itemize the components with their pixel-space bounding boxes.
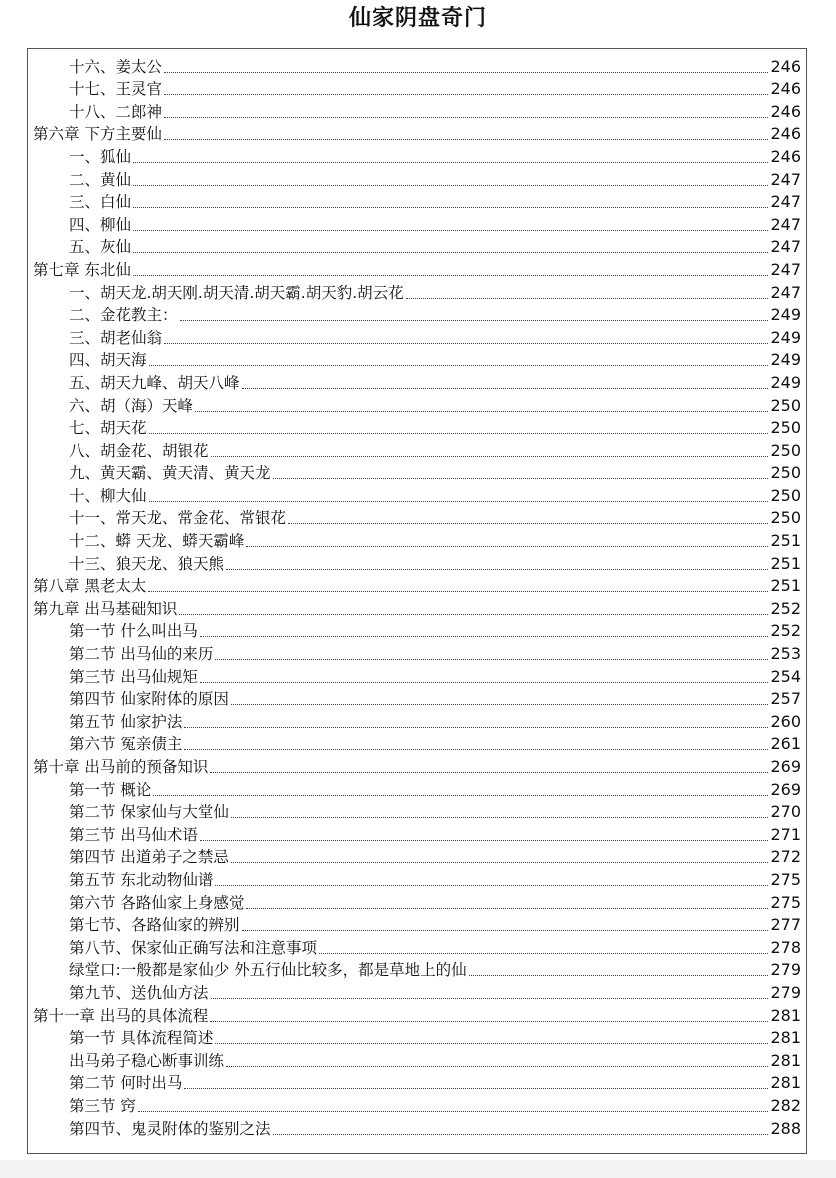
toc-section-entry[interactable] [33,348,801,371]
toc-page-number: 246 [770,79,801,99]
toc-dot-leader [149,500,769,502]
toc-dot-leader [469,974,769,976]
toc-dot-leader [242,387,769,389]
toc-page-number: 269 [770,779,801,799]
toc-page-number: 249 [770,350,801,370]
toc-entry-title: 六、胡（海）天峰 [69,396,194,415]
toc-entry-title: 四、胡天海 [69,351,147,370]
toc-page-number: 247 [770,169,801,189]
toc-entry-title: 二、金花教主： [69,306,178,325]
toc-dot-leader [210,771,768,773]
toc-section-entry[interactable] [33,280,801,303]
toc-entry-title: 第四节、鬼灵附体的鉴别之法 [69,1119,271,1138]
toc-entry-title: 一、胡天龙.胡天刚.胡天清.胡天霸.胡天豹.胡云花 [69,283,404,302]
toc-entry-title: 第六节 各路仙家上身感觉 [69,893,245,912]
toc-page-number: 251 [770,531,801,551]
toc-page-number: 247 [770,282,801,302]
toc-dot-leader [231,861,769,863]
toc-section-entry[interactable] [33,913,801,936]
toc-entry-title: 二、黄仙 [69,170,132,189]
toc-page-number: 250 [770,508,801,528]
toc-entry-title: 第九节、送仇仙方法 [69,983,209,1002]
toc-section-entry[interactable] [33,732,801,755]
toc-page-number: 277 [770,915,801,935]
toc-section-entry[interactable] [33,1093,801,1116]
toc-frame [27,48,807,1154]
toc-page-number: 281 [770,1005,801,1025]
toc-dot-leader [215,884,768,886]
toc-section-entry[interactable] [33,438,801,461]
toc-section-entry[interactable] [33,144,801,167]
toc-list [33,54,801,1139]
toc-entry-title: 十三、狼天龙、狼天熊 [69,554,225,573]
toc-page-number: 260 [770,711,801,731]
toc-section-entry[interactable] [33,77,801,100]
toc-page-number: 281 [770,1050,801,1070]
toc-section-entry[interactable] [33,845,801,868]
toc-dot-leader [179,613,768,615]
toc-section-entry[interactable] [33,551,801,574]
toc-page-number: 253 [770,644,801,664]
toc-dot-leader [180,319,769,321]
toc-page-number: 246 [770,56,801,76]
toc-section-entry[interactable] [33,619,801,642]
toc-page-number: 269 [770,757,801,776]
toc-dot-leader [231,816,769,818]
toc-dot-leader [149,432,769,434]
toc-section-entry[interactable] [33,800,801,823]
toc-entry-title: 第五节 仙家护法 [69,712,183,731]
toc-page-number: 257 [770,689,801,709]
toc-page-number: 246 [770,124,801,144]
toc-dot-leader [133,251,768,253]
toc-page-number: 288 [770,1118,801,1138]
toc-section-entry[interactable] [33,461,801,484]
toc-dot-leader [195,410,768,412]
toc-entry-title: 绿堂口:一般都是家仙少 外五行仙比较多，都是草地上的仙 [69,961,467,980]
toc-entry-title: 十六、姜太公 [69,57,163,76]
toc-dot-leader [138,1110,769,1112]
toc-page-number: 275 [770,869,801,889]
toc-page-number: 247 [770,192,801,212]
toc-page-number: 278 [770,937,801,957]
toc-entry-title: 第二节 出马仙的来历 [69,645,214,664]
toc-entry-title: 七、胡天花 [69,419,147,438]
toc-entry-title: 第十一章 出马的具体流程 [33,1006,209,1025]
toc-entry-title: 第一节 具体流程简述 [69,1029,214,1048]
toc-entry-title: 十八、二郎神 [69,102,163,121]
bottom-band [0,1160,836,1178]
toc-section-entry[interactable] [33,325,801,348]
toc-dot-leader [133,274,769,276]
toc-entry-title: 八、胡金花、胡银花 [69,441,209,460]
toc-dot-leader [406,297,769,299]
toc-page-number: 247 [770,237,801,257]
toc-dot-leader [211,997,769,999]
toc-page-number: 251 [770,553,801,573]
toc-page-number: 282 [770,1095,801,1115]
toc-dot-leader [164,116,768,118]
toc-section-entry[interactable] [33,935,801,958]
toc-entry-title: 第二节 保家仙与大堂仙 [69,803,229,822]
toc-page-number: 279 [770,982,801,1002]
toc-section-entry[interactable] [33,822,801,845]
toc-page-number: 252 [770,598,801,618]
toc-page-number: 250 [770,485,801,505]
toc-entry-title: 十、柳大仙 [69,486,147,505]
toc-section-entry[interactable] [33,370,801,393]
toc-entry-title: 五、胡天九峰、胡天八峰 [69,373,240,392]
toc-section-entry[interactable] [33,393,801,416]
toc-page-number: 251 [770,576,801,596]
toc-dot-leader [200,635,769,637]
toc-page-number: 249 [770,327,801,347]
toc-entry-title: 第四节 仙家附体的原因 [69,690,229,709]
toc-page-number: 252 [770,621,801,641]
toc-dot-leader [148,590,768,592]
toc-dot-leader [226,1065,768,1067]
toc-entry-title: 第三节 出马仙规矩 [69,667,198,686]
toc-entry-title: 十一、常天龙、常金花、常银花 [69,509,287,528]
toc-entry-title: 第七节、各路仙家的辨别 [69,916,240,935]
toc-dot-leader [164,71,768,73]
toc-section-entry[interactable] [33,54,801,77]
toc-dot-leader [273,477,769,479]
toc-section-entry[interactable] [33,212,801,235]
toc-section-entry[interactable] [33,1071,801,1094]
toc-entry-title: 十七、王灵官 [69,80,163,99]
page-title: 仙家阴盘奇门 [348,6,487,31]
toc-entry-title: 第一节 什么叫出马 [69,622,198,641]
toc-section-entry[interactable] [33,416,801,439]
toc-entry-title: 第五节 东北动物仙谱 [69,870,214,889]
toc-section-entry[interactable] [33,528,801,551]
toc-dot-leader [242,929,769,931]
toc-page-number: 270 [770,802,801,822]
toc-page-number: 272 [770,847,801,867]
toc-entry-title: 第三节 出马仙术语 [69,825,198,844]
toc-dot-leader [133,161,768,163]
toc-page-number: 250 [770,395,801,415]
toc-entry-title: 四、柳仙 [69,215,132,234]
toc-page-number: 254 [770,666,801,686]
toc-entry-title: 三、胡老仙翁 [69,328,163,347]
toc-page-number: 250 [770,463,801,483]
toc-dot-leader [164,342,768,344]
toc-section-entry[interactable] [33,687,801,710]
toc-dot-leader [153,794,768,796]
toc-chapter-entry[interactable] [33,257,801,280]
toc-entry-title: 第六节 冤亲债主 [69,735,183,754]
toc-chapter-entry[interactable] [33,754,801,777]
toc-page-number: 250 [770,418,801,438]
toc-section-entry[interactable] [33,506,801,529]
toc-section-entry[interactable] [33,1116,801,1139]
toc-section-entry[interactable] [33,664,801,687]
toc-entry-title: 出马弟子稳心断事训练 [69,1051,225,1070]
toc-section-entry[interactable] [33,1026,801,1049]
toc-page-number: 249 [770,305,801,325]
toc-entry-title: 九、黄天霸、黄天清、黄天龙 [69,464,271,483]
toc-section-entry[interactable] [33,99,801,122]
toc-dot-leader [211,455,769,457]
toc-entry-title: 第六章 下方主要仙 [33,125,162,144]
toc-dot-leader [246,545,768,547]
toc-section-entry[interactable] [33,890,801,913]
toc-chapter-entry[interactable] [33,1003,801,1026]
toc-section-entry[interactable] [33,167,801,190]
toc-entry-title: 第二节 何时出马 [69,1074,183,1093]
toc-entry-title: 一、狐仙 [69,147,132,166]
toc-page-number: 249 [770,372,801,392]
toc-section-entry[interactable] [33,867,801,890]
toc-dot-leader [226,568,768,570]
toc-section-entry[interactable] [33,641,801,664]
toc-page-number: 271 [770,824,801,844]
toc-section-entry[interactable] [33,235,801,258]
toc-entry-title: 第四节 出道弟子之禁忌 [69,848,229,867]
toc-page-number: 281 [770,1028,801,1048]
toc-page-number: 281 [770,1073,801,1093]
toc-chapter-entry[interactable] [33,574,801,597]
toc-dot-leader [319,952,768,954]
toc-chapter-entry[interactable] [33,122,801,145]
toc-dot-leader [149,364,769,366]
toc-section-entry[interactable] [33,777,801,800]
toc-dot-leader [133,206,768,208]
toc-dot-leader [184,1087,768,1089]
toc-page-number: 279 [770,960,801,980]
toc-page-number: 246 [770,146,801,166]
toc-dot-leader [215,658,768,660]
toc-entry-title: 第八节、保家仙正确写法和注意事项 [69,938,318,957]
toc-section-entry[interactable] [33,709,801,732]
toc-entry-title: 第十章 出马前的预备知识 [33,758,209,776]
toc-dot-leader [133,229,768,231]
toc-section-entry[interactable] [33,190,801,213]
toc-dot-leader [210,1020,768,1022]
toc-section-entry[interactable] [33,980,801,1003]
toc-section-entry[interactable] [33,958,801,981]
toc-dot-leader [200,681,769,683]
toc-page-number: 261 [770,734,801,754]
toc-section-entry[interactable] [33,303,801,326]
toc-dot-leader [164,138,769,140]
toc-entry-title: 三、白仙 [69,193,132,212]
toc-dot-leader [215,1042,768,1044]
toc-section-entry[interactable] [33,483,801,506]
toc-page-number: 247 [770,214,801,234]
toc-dot-leader [164,93,768,95]
toc-entry-title: 第三节 窍 [69,1096,136,1115]
toc-dot-leader [231,703,769,705]
toc-dot-leader [200,839,769,841]
toc-dot-leader [133,184,768,186]
toc-chapter-entry[interactable] [33,596,801,619]
toc-entry-title: 第八章 黑老太太 [33,577,147,596]
toc-entry-title: 五、灰仙 [69,238,132,257]
toc-page-number: 247 [770,259,801,279]
toc-dot-leader [273,1133,769,1135]
toc-entry-title: 第九章 出马基础知识 [33,599,178,618]
toc-page-number: 246 [770,101,801,121]
toc-dot-leader [288,522,768,524]
toc-entry-title: 第七章 东北仙 [33,260,131,279]
toc-page-number: 275 [770,892,801,912]
toc-entry-title: 第一节 概论 [69,780,152,799]
toc-dot-leader [184,748,768,750]
toc-dot-leader [184,726,768,728]
toc-entry-title: 十二、蟒 天龙、蟒天霸峰 [69,532,245,551]
toc-dot-leader [246,907,768,909]
toc-page-number: 250 [770,440,801,460]
toc-section-entry[interactable] [33,1048,801,1071]
